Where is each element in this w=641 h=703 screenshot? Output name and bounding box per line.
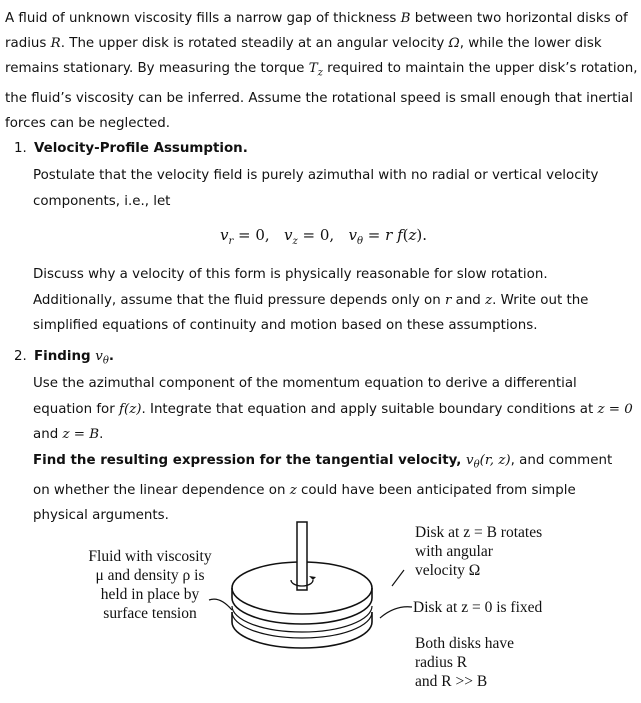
item2-paragraph: Use the azimuthal component of the momentum equation to derive a differential equation for f(z). Integrate that equation and apply suitable boundary conditions at z = 0 and z = B. Find the resulting expression for the tangential velocity, $v_\theta(r$, z), and comment on whether the linear dependence on z could have been anticipated from simple physical arguments. bbox=[33, 376, 633, 524]
symbol-omega: Ω bbox=[448, 36, 460, 51]
item1-paragraph2: Discuss why a velocity of this form is physically reasonable for slow rotation. Additionally, assume that the fluid pressure depends only on r and z. Write out the simplified equations of continuity and motion based on these assumptions. bbox=[33, 267, 589, 333]
fluid-leader-line bbox=[209, 599, 232, 610]
intro-text: between two horizontal disks of radius bbox=[5, 11, 628, 51]
lower-disk-label: Disk at z = 0 is fixed bbox=[413, 599, 543, 616]
item-title: Velocity-Profile Assumption. bbox=[34, 141, 248, 156]
problem-intro bbox=[5, 6, 639, 136]
radius-note-line2: radius R bbox=[415, 654, 468, 671]
upper-disk-label-line1: Disk at z = B rotates bbox=[415, 524, 543, 541]
upper-disk-leader bbox=[392, 570, 404, 586]
symbol-R: R bbox=[50, 36, 61, 51]
fluid-label-line1: Fluid with viscosity bbox=[88, 548, 212, 565]
item-number: 2. bbox=[14, 349, 27, 364]
symbol-torque: T bbox=[308, 61, 318, 76]
intro-text: , while the lower disk remains stationary. By measuring the torque bbox=[5, 36, 602, 76]
item-title: Finding $v_\theta$. bbox=[34, 349, 114, 367]
upper-disk-label-line2: with angular bbox=[415, 543, 493, 560]
item-number: 1. bbox=[14, 141, 27, 156]
intro-text: . The upper disk is rotated steadily at an angular velocity bbox=[60, 36, 449, 51]
lower-disk-leader bbox=[380, 607, 412, 618]
item1-paragraph1: Postulate that the velocity field is purely azimuthal with no radial or vertical velocity components, i.e., let bbox=[33, 168, 599, 209]
disk-viscometer-figure bbox=[0, 500, 641, 703]
symbol-B: B bbox=[400, 11, 411, 26]
radius-note-line1: Both disks have bbox=[415, 635, 515, 652]
symbol-torque-sub: z bbox=[317, 67, 323, 79]
fluid-label-line4: surface tension bbox=[103, 605, 197, 622]
fluid-label-line3: held in place by bbox=[100, 586, 200, 603]
fluid-label-line2: μ and density ρ is bbox=[95, 567, 205, 584]
intro-text: required to maintain the upper disk’s rotation, the fluid’s viscosity can be inferred. Assume the rotational speed is small enough that inertial forces can be neglected. bbox=[5, 61, 638, 131]
velocity-equation: $v_r = 0$, $v_z = 0$, $v_\theta = r$ f(z). bbox=[220, 226, 428, 247]
upper-disk-label-line3: velocity Ω bbox=[415, 562, 481, 579]
intro-text: A fluid of unknown viscosity fills a narrow gap of thickness bbox=[5, 11, 401, 26]
radius-note-line3: and R >> B bbox=[415, 673, 488, 690]
